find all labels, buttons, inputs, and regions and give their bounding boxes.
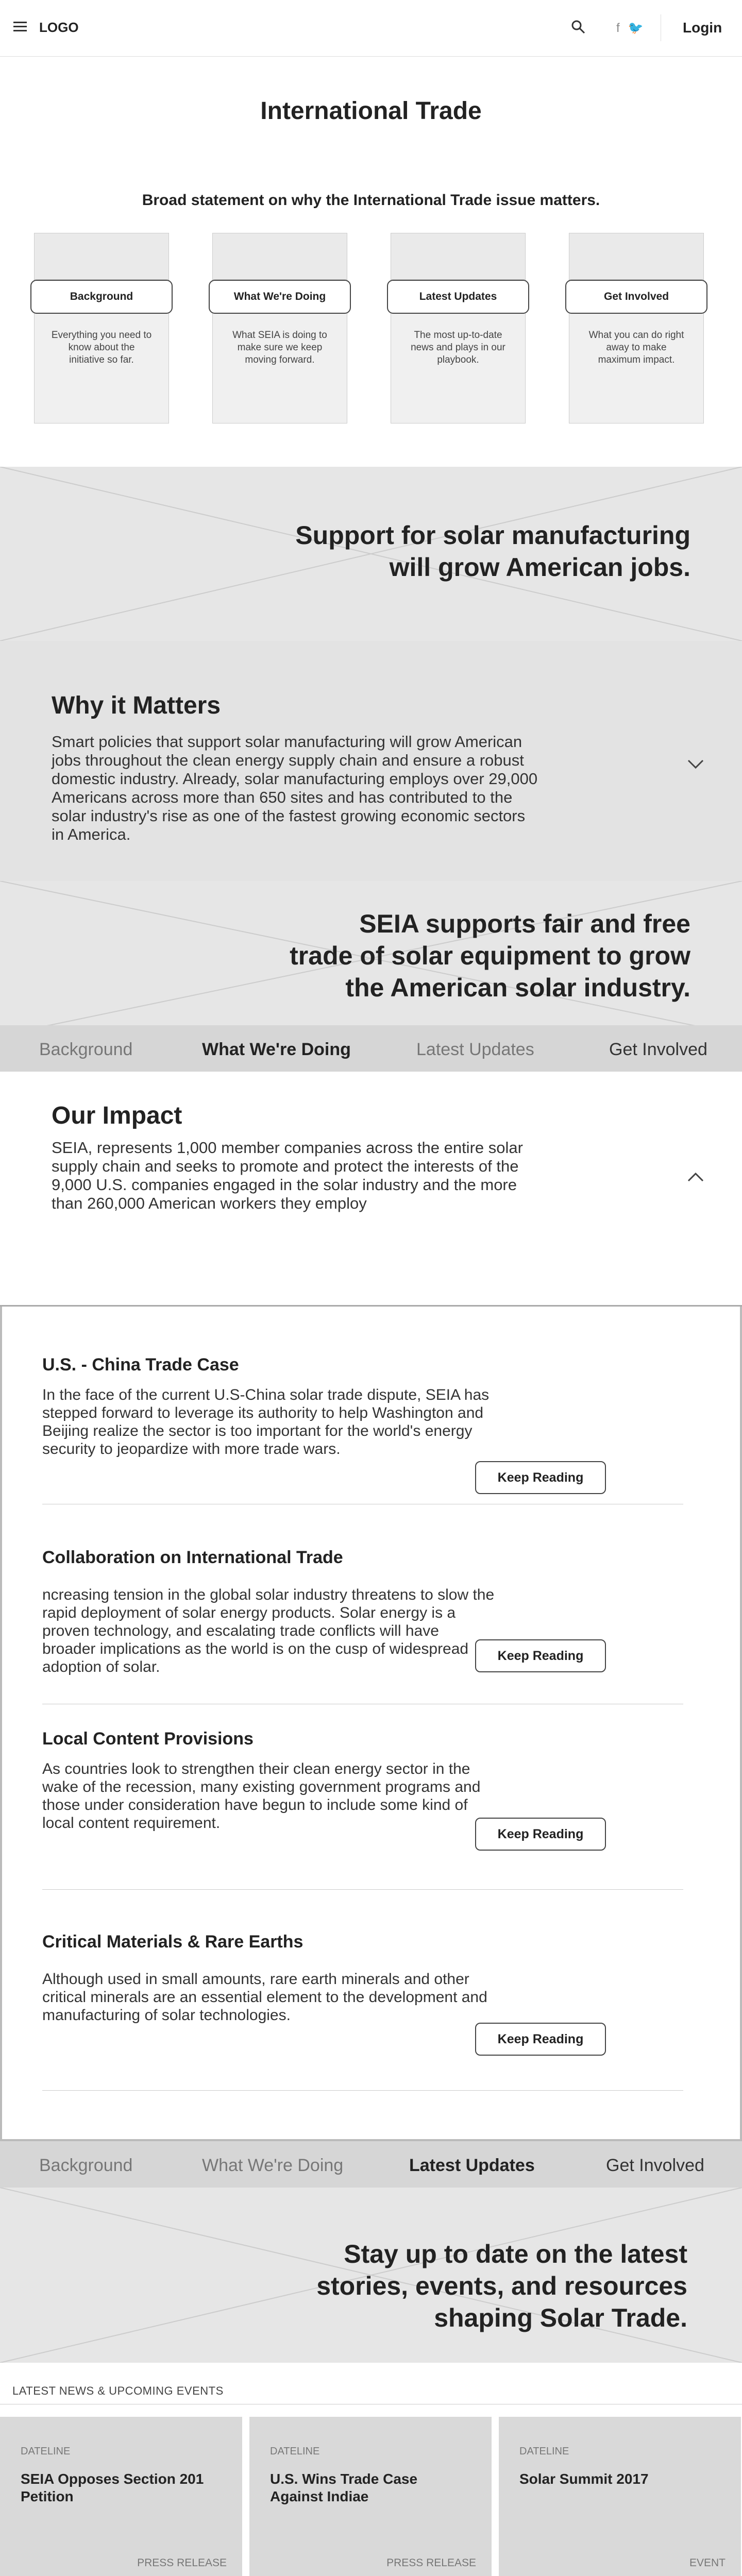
banner-trade <box>0 881 742 1036</box>
tab-background[interactable]: Background <box>39 2156 133 2175</box>
card-button[interactable]: Get Involved <box>565 280 707 314</box>
news-category: PRESS RELEASE <box>137 2557 227 2569</box>
chevron-down-icon[interactable] <box>687 759 704 770</box>
news-category: PRESS RELEASE <box>386 2557 476 2569</box>
page-title: International Trade <box>260 97 482 125</box>
article-item <box>42 1548 683 1704</box>
section-cards <box>34 233 704 423</box>
article-text: Although used in small amounts, rare earth minerals and other critical minerals are an essential element to the development and manufacturing of solar technologies. <box>42 1971 487 2024</box>
news-card[interactable] <box>0 2417 242 2576</box>
banner-line: SEIA supports fair and free <box>359 909 690 938</box>
banner-line: Stay up to date on the latest <box>344 2240 687 2268</box>
news-title[interactable]: SEIA Opposes Section 201 Petition <box>21 2471 204 2504</box>
impact-text: SEIA, represents 1,000 member companies across the entire solar supply chain and seeks to promote and protect the interests of the 9,000 U.S. companies engaged in the solar industry and the more than 260,000 American workers they employ <box>52 1139 523 1212</box>
social-links <box>616 21 652 36</box>
news-category: EVENT <box>689 2557 726 2569</box>
our-impact-panel[interactable] <box>0 1081 742 1307</box>
article-title[interactable]: Local Content Provisions <box>42 1729 254 1749</box>
keep-reading-button[interactable]: Keep Reading <box>475 1818 606 1851</box>
tab-what-were-doing[interactable]: What We're Doing <box>202 1040 351 1059</box>
tab-latest-updates[interactable]: Latest Updates <box>409 2156 535 2175</box>
twitter-icon[interactable]: 🐦 <box>628 21 644 35</box>
card-button[interactable]: What We're Doing <box>209 280 351 314</box>
article-title[interactable]: U.S. - China Trade Case <box>42 1355 239 1375</box>
banner-line: Support for solar manufacturing <box>295 521 690 550</box>
article-item <box>42 1932 683 2091</box>
keep-reading-button[interactable]: Keep Reading <box>475 1461 606 1494</box>
article-text: ncreasing tension in the global solar industry threatens to slow the rapid deployment of solar energy products. Solar energy is a proven technology, and escalating trade conflicts will have broader implications as the world is on the cusp of widespread adoption of solar. <box>42 1586 495 1675</box>
card-description: Everything you need to know about the initiative so far. <box>51 330 152 365</box>
keep-reading-button[interactable]: Keep Reading <box>475 2023 606 2056</box>
hero-statement: Broad statement on why the International Trade issue matters. <box>142 192 600 209</box>
why-title: Why it Matters <box>52 692 221 719</box>
chevron-up-icon[interactable] <box>687 1172 704 1182</box>
tab-what-were-doing[interactable]: What We're Doing <box>202 2156 344 2175</box>
news-dateline: DATELINE <box>519 2446 569 2457</box>
site-header <box>0 0 742 57</box>
card-image-placeholder <box>569 233 703 280</box>
login-link[interactable]: Login <box>683 20 722 36</box>
section-tabs <box>0 1025 742 1072</box>
news-card[interactable] <box>249 2417 492 2576</box>
menu-icon[interactable] <box>13 22 27 32</box>
card-latest-updates[interactable] <box>391 233 526 423</box>
card-description: What SEIA is doing to make sure we keep moving forward. <box>232 330 327 365</box>
card-image-placeholder <box>391 233 525 280</box>
tab-latest-updates[interactable]: Latest Updates <box>416 1040 534 1059</box>
section-tabs <box>0 2141 742 2188</box>
news-dateline: DATELINE <box>270 2446 320 2457</box>
keep-reading-button[interactable]: Keep Reading <box>475 1639 606 1672</box>
tab-get-involved[interactable]: Get Involved <box>609 1040 707 1059</box>
impact-title: Our Impact <box>52 1102 182 1129</box>
news-title[interactable]: U.S. Wins Trade Case Against Indiae <box>270 2471 418 2504</box>
news-title[interactable]: Solar Summit 2017 <box>519 2471 649 2487</box>
why-text: Smart policies that support solar manufacturing will grow American jobs throughout the clean energy supply chain and ensure a robust domestic industry. Already, solar manufacturing employs over 29,000 Americans across more than 650 sites and has contributed to the solar industry's rise as one of the fastest growing economic sectors in America. <box>52 733 538 843</box>
banner-updates <box>0 2188 742 2363</box>
site-logo[interactable]: LOGO <box>39 20 79 35</box>
card-get-involved[interactable] <box>569 233 704 423</box>
card-button[interactable]: Background <box>30 280 173 314</box>
news-card[interactable] <box>499 2417 741 2576</box>
banner-jobs <box>0 467 742 641</box>
banner-line: trade of solar equipment to grow <box>290 941 690 970</box>
tab-get-involved[interactable]: Get Involved <box>606 2156 704 2175</box>
why-it-matters-panel[interactable] <box>0 641 742 881</box>
facebook-icon[interactable]: f <box>616 21 620 35</box>
article-title[interactable]: Collaboration on International Trade <box>42 1548 343 1567</box>
banner-heading <box>316 2238 687 2334</box>
card-description: The most up-to-date news and plays in our playbook. <box>411 330 505 365</box>
banner-line: will grow American jobs. <box>389 553 690 582</box>
card-description: What you can do right away to make maximum impact. <box>588 330 684 365</box>
tab-background[interactable]: Background <box>39 1040 133 1059</box>
news-list <box>0 2404 742 2576</box>
news-dateline: DATELINE <box>21 2446 71 2457</box>
news-section-label: LATEST NEWS & UPCOMING EVENTS <box>12 2384 224 2397</box>
article-item <box>42 1729 683 1890</box>
card-image-placeholder <box>213 233 347 280</box>
card-background[interactable] <box>34 233 169 423</box>
article-text: As countries look to strengthen their clean energy sector in the wake of the recession, many existing government programs and those under consideration have begun to include some kind of local content requirement. <box>42 1760 481 1832</box>
search-icon[interactable] <box>571 20 585 34</box>
banner-heading <box>295 519 690 583</box>
banner-line: shaping Solar Trade. <box>434 2303 687 2332</box>
article-title[interactable]: Critical Materials & Rare Earths <box>42 1932 303 1952</box>
card-what-were-doing[interactable] <box>212 233 347 423</box>
article-text: In the face of the current U.S-China solar trade dispute, SEIA has stepped forward to leverage its authority to help Washington and Beijing realize the sector is too important for the world's energy security to jeopardize with more trade wars. <box>42 1386 490 1458</box>
card-image-placeholder <box>35 233 168 280</box>
banner-line: the American solar industry. <box>345 973 690 1002</box>
banner-heading <box>290 908 690 1004</box>
article-item <box>42 1355 683 1504</box>
banner-line: stories, events, and resources <box>316 2272 687 2300</box>
card-button[interactable]: Latest Updates <box>387 280 529 314</box>
